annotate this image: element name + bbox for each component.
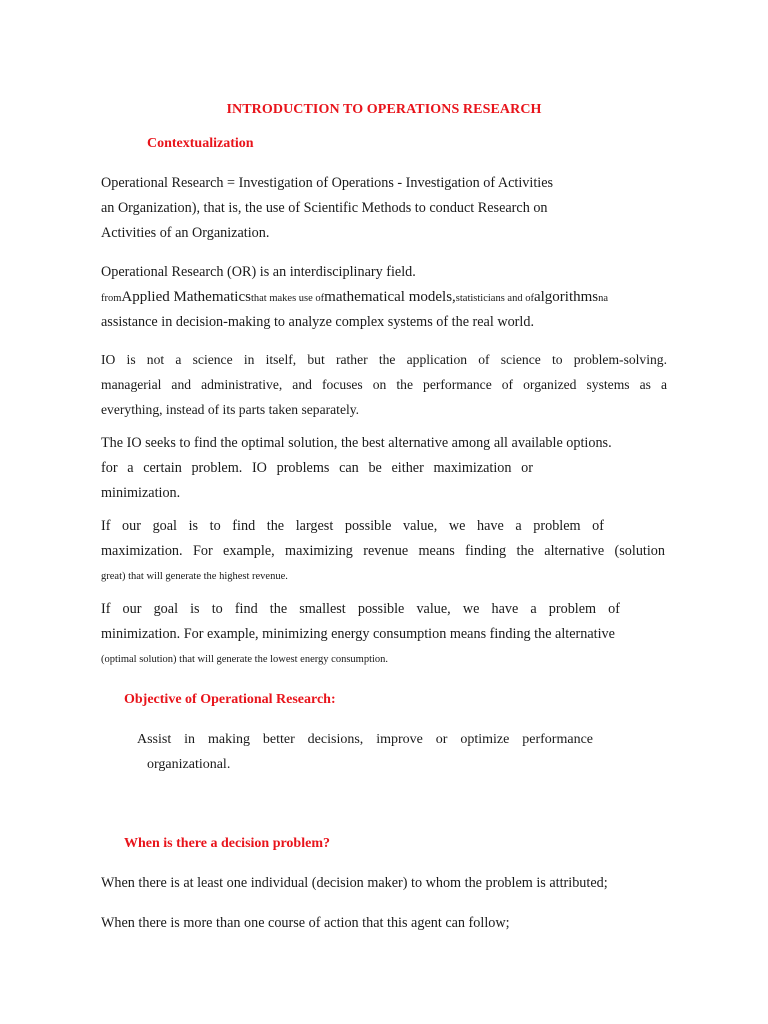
bullet-text-continued: organizational. (147, 757, 231, 772)
bullet-text: Assist in making better decisions, improve or optimize performance (137, 732, 593, 747)
text-fragment: na (598, 293, 609, 304)
text-line: an Organization), that is, the use of Scientific Methods to conduct Research on (101, 200, 548, 216)
text-line: assistance in decision-making to analyze complex systems of the real world. (101, 314, 534, 330)
text-line: managerial and administrative, and focuses on the performance of organized systems as a (101, 377, 667, 392)
text-fragment: from (101, 293, 122, 304)
text-line: great) that will generate the highest revenue. (101, 571, 288, 582)
text-line: for a certain problem. IO problems can be either maximization or (101, 460, 533, 476)
text-line: Operational Research (OR) is an interdisciplinary field. (101, 264, 416, 280)
text-line: Operational Research = Investigation of Operations - Investigation of Activities (101, 175, 554, 191)
text-fragment: statisticians and of (455, 293, 534, 304)
text-line-mixed (101, 285, 671, 310)
paragraph-definition (101, 171, 621, 246)
text-fragment: that makes use of (250, 293, 325, 304)
text-line: minimization. For example, minimizing energy consumption means finding the alternative (101, 626, 615, 642)
paragraph-decision-maker (101, 871, 608, 896)
document-title: INTRODUCTION TO OPERATIONS RESEARCH (226, 102, 542, 117)
heading-contextualization: Contextualization (147, 136, 254, 151)
bullet-item (125, 727, 593, 777)
paragraph-maximization (101, 514, 665, 589)
text-line: maximization. For example, maximizing revenue means finding the alternative (solution (101, 543, 665, 559)
heading-objective: Objective of Operational Research: (124, 692, 336, 707)
text-line: minimization. (101, 485, 181, 501)
paragraph-minimization (101, 597, 665, 672)
text-fragment: Applied Mathematics (121, 289, 251, 305)
text-line: everything, instead of its parts taken separately. (101, 402, 360, 417)
text-line: IO is not a science in itself, but rather the application of science to problem-solving. (101, 352, 667, 367)
text-line: The IO seeks to find the optimal solution, the best alternative among all available options. (101, 435, 612, 451)
text-line: When there is at least one individual (decision maker) to whom the problem is attributed; (101, 875, 608, 891)
text-fragment: algorithms (533, 289, 599, 305)
paragraph-interdisciplinary (101, 260, 671, 335)
text-line: If our goal is to find the largest possible value, we have a problem of (101, 518, 604, 534)
text-line: If our goal is to find the smallest possible value, we have a problem of (101, 601, 620, 617)
paragraph-course-of-action (101, 911, 510, 936)
text-line: When there is more than one course of action that this agent can follow; (101, 915, 510, 931)
paragraph-optimal-solution (101, 431, 654, 506)
text-fragment: mathematical models, (324, 289, 456, 305)
text-line: Activities of an Organization. (101, 225, 270, 241)
text-line: (optimal solution) that will generate the lowest energy consumption. (101, 654, 389, 665)
heading-decision-problem: When is there a decision problem? (124, 836, 330, 851)
paragraph-io-science (101, 347, 667, 422)
